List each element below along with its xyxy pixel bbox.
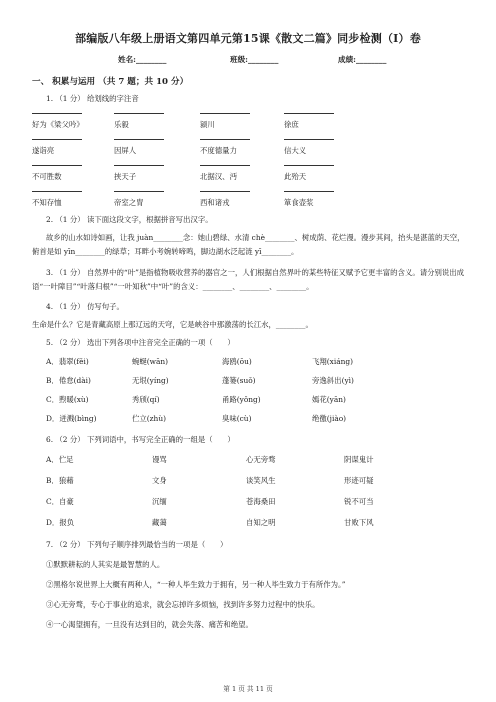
option-word: 阴谋鬼计 — [344, 455, 374, 464]
option-word: 苍海桑田 — [246, 497, 276, 506]
option-word: 自知之明 — [246, 518, 276, 527]
word-cell: 挟天子 — [114, 172, 137, 181]
word-cell: 北据汉、沔 — [200, 172, 237, 181]
page-title: 部编版八年级上册语文第四单元第15课《散文二篇》同步检测（I）卷 — [75, 32, 421, 45]
question-6-stem: 6. （2 分） 下列词语中，书写完全正确的一组是（ ） — [46, 435, 235, 444]
word-cell: 遂诣亮 — [32, 146, 55, 155]
answer-blank — [32, 113, 82, 114]
option-word: 海鸥(ōu) — [222, 357, 252, 366]
option-word: 谩骂 — [152, 455, 167, 464]
option-d[interactable]: D．报负 — [46, 518, 75, 527]
option-word: 蓬篓(suǒ) — [222, 376, 256, 385]
word-cell: 信大义 — [284, 146, 307, 155]
option-word: 嫣花(yān) — [312, 395, 346, 404]
option-word: 沉缅 — [152, 497, 167, 506]
option-word: 绝徼(jiào) — [312, 414, 347, 423]
score-field: 成绩:________ — [338, 55, 387, 64]
option-a[interactable]: A．伫足 — [46, 455, 74, 464]
word-cell: 帝室之胄 — [114, 198, 144, 207]
option-word: 文身 — [152, 476, 167, 485]
section-heading: 一、 积累与运用 （共 7 题；共 10 分） — [32, 77, 189, 87]
question-4-text: 生命是什么？它是青藏高原上那辽远的天穹，它是峡谷中那激荡的长江水，________。 — [32, 320, 313, 329]
option-word: 蜿蜒(wān) — [132, 357, 169, 366]
answer-blank — [32, 139, 82, 140]
answer-blank — [200, 113, 250, 114]
option-word: 旁逸斜出(yì) — [312, 376, 354, 385]
word-cell: 箪食壶浆 — [284, 198, 314, 207]
word-cell: 徐庶 — [284, 120, 299, 129]
option-word: 心无旁骛 — [246, 455, 276, 464]
option-a[interactable]: A．翡翠(fěi) — [46, 357, 89, 366]
question-7-stem: 7. （2 分） 下列句子顺序排列最恰当的一项是（ ） — [46, 540, 228, 549]
option-c[interactable]: C．自豪 — [46, 497, 74, 506]
answer-blank — [200, 139, 250, 140]
option-word: 无垠(yíng) — [132, 376, 169, 385]
question-5-stem: 5. （2 分） 选出下列各项中注音完全正确的一项（ ） — [46, 338, 235, 347]
list-item: ③心无旁骛，专心于事业的追求，就会忘掉许多烦恼，找到许多努力过程中的快乐。 — [46, 600, 320, 609]
list-item: ①默默耕耘的人其实是最智慧的人。 — [46, 560, 165, 569]
answer-blank — [114, 113, 164, 114]
option-b[interactable]: B．倦怠(dài) — [46, 376, 91, 385]
question-1-stem: 1. （1 分） 给划线的字注音 — [46, 94, 139, 103]
answer-blank — [284, 113, 334, 114]
answer-blank — [200, 191, 250, 192]
word-cell: 不知存恤 — [32, 198, 62, 207]
answer-blank — [284, 165, 334, 166]
option-c[interactable]: C．煦暖(xù) — [46, 395, 89, 404]
option-word: 锐不可当 — [344, 497, 374, 506]
page-number: 第 1 页 共 11 页 — [223, 685, 273, 693]
option-word: 秀颀(qí) — [132, 395, 160, 404]
answer-blank — [32, 191, 82, 192]
list-item: ②黑格尔说世界上大概有两种人，“一种人毕生致力于拥有，另一种人毕生致力于有所作为。” — [46, 580, 346, 589]
answer-blank — [32, 165, 82, 166]
option-word: 形迹可疑 — [344, 476, 374, 485]
class-field: 班级:________ — [230, 55, 279, 64]
word-cell: 好为《梁父吟》 — [32, 120, 84, 129]
question-3-stem: 3. （1 分） 自然界中的“叶”是指植物吸收营养的器官之一，人们根据自然界叶的某些特征又赋予它更丰富的含义。请分别说出成语“一叶障目”“叶落归根”“一叶知秋”中“叶”的含义：________、________、________。 — [32, 268, 465, 291]
option-word: 飞翔(xiáng) — [312, 357, 353, 366]
answer-blank — [114, 165, 164, 166]
answer-blank — [114, 139, 164, 140]
option-word: 伫立(zhù) — [132, 414, 166, 423]
option-d[interactable]: D．迸溅(bìng) — [46, 414, 97, 423]
answer-blank — [114, 191, 164, 192]
list-item: ④一心渴望拥有，一旦没有达到目的，就会失落、痛苦和绝望。 — [46, 620, 253, 629]
option-word: 臭味(cù) — [222, 414, 252, 423]
word-cell: 不可胜数 — [32, 172, 62, 181]
option-word: 藏蔼 — [152, 518, 167, 527]
answer-blank — [200, 165, 250, 166]
word-cell: 因屏人 — [114, 146, 137, 155]
word-cell: 西和诸戎 — [200, 198, 230, 207]
word-cell: 乐毅 — [114, 120, 129, 129]
answer-blank — [284, 139, 334, 140]
option-word: 谈笑风生 — [246, 476, 276, 485]
question-2-stem: 2. （1 分） 读下面这段文字，根据拼音写出汉字。 — [46, 215, 213, 224]
option-word: 甬路(yǒng) — [222, 395, 261, 404]
word-cell: 不度德量力 — [200, 146, 237, 155]
option-b[interactable]: B．狼藉 — [46, 476, 74, 485]
option-word: 甘败下风 — [344, 518, 374, 527]
word-cell: 颍川 — [200, 120, 215, 129]
answer-blank — [284, 191, 334, 192]
question-2-text: 故乡的山水如诗如画，让我 juàn________念：她山碧绿、水清 chè________、树成荫、花烂漫。漫步其间，抬头是湛蓝的天空，俯首是如 yīn________的绿草；耳畔小考婉转啼鸣，脚边湖水泛起涟 yī________。 — [32, 233, 465, 256]
name-field: 姓名:________ — [118, 55, 167, 64]
word-cell: 此殆天 — [284, 172, 307, 181]
question-4-stem: 4. （1 分） 仿写句子。 — [46, 302, 124, 311]
